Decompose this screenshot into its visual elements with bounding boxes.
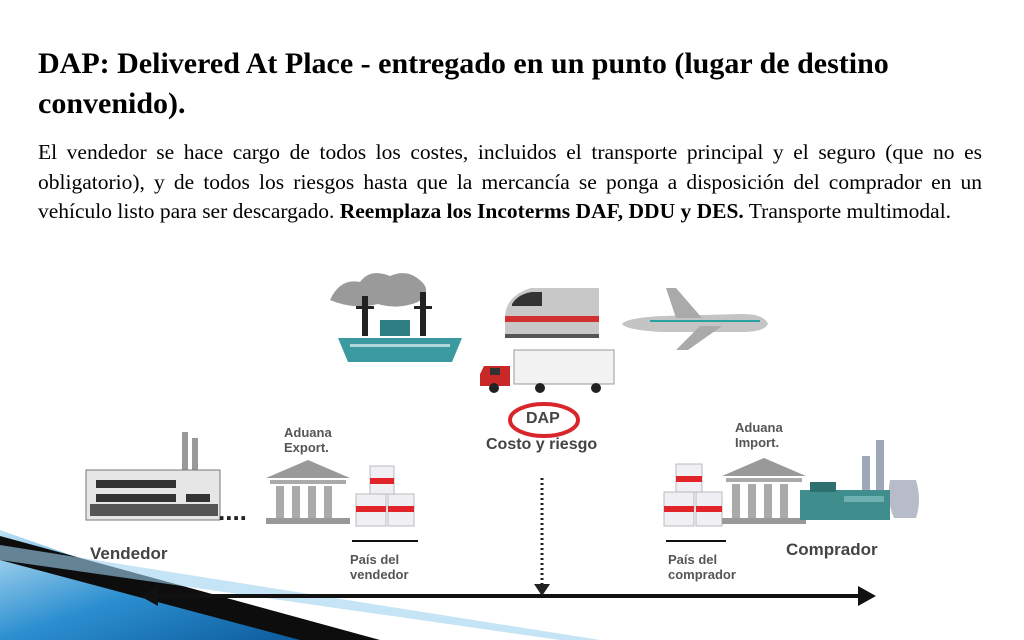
airplane-icon <box>622 288 768 350</box>
body-text-1: El vendedor se hace cargo de todos los costes, incluidos el transporte principal y el seguro (que no es obligatorio), y de todos los riesgos hasta que la mercancía se ponga a disposición del comprador en un vehículo listo para ser descargado. <box>38 140 982 223</box>
truck-icon <box>480 350 614 393</box>
body-bold-text: Reemplaza los Incoterms DAF, DDU y DES. <box>339 199 744 223</box>
aduana-import-label: Aduana Import. <box>735 420 783 450</box>
pais-vendedor-label: País del vendedor <box>350 552 409 582</box>
train-icon <box>505 288 599 338</box>
cargo-boxes-icon <box>664 464 722 526</box>
dap-label: DAP <box>526 410 560 427</box>
comprador-label: Comprador <box>786 540 878 559</box>
factory-icon <box>86 432 220 520</box>
power-plant-icon <box>800 440 919 520</box>
slide-title: DAP: Delivered At Place - entregado en un punto (lugar de destino convenido). <box>38 47 889 120</box>
body-text-2: Transporte multimodal. <box>743 199 952 223</box>
ship-icon <box>330 273 462 362</box>
cargo-boxes-icon <box>356 466 414 526</box>
pais-comprador-underline <box>666 540 726 542</box>
aduana-export-label: Aduana Export. <box>284 425 332 455</box>
pais-comprador-label: País del comprador <box>668 552 736 582</box>
dap-sublabel: Costo y riesgo <box>486 436 598 453</box>
customs-building-icon <box>722 458 806 524</box>
customs-building-icon <box>266 460 350 524</box>
ellipsis-dots: .... <box>218 496 247 526</box>
pais-vendedor-underline <box>352 540 418 542</box>
vendedor-label: Vendedor <box>90 544 168 563</box>
